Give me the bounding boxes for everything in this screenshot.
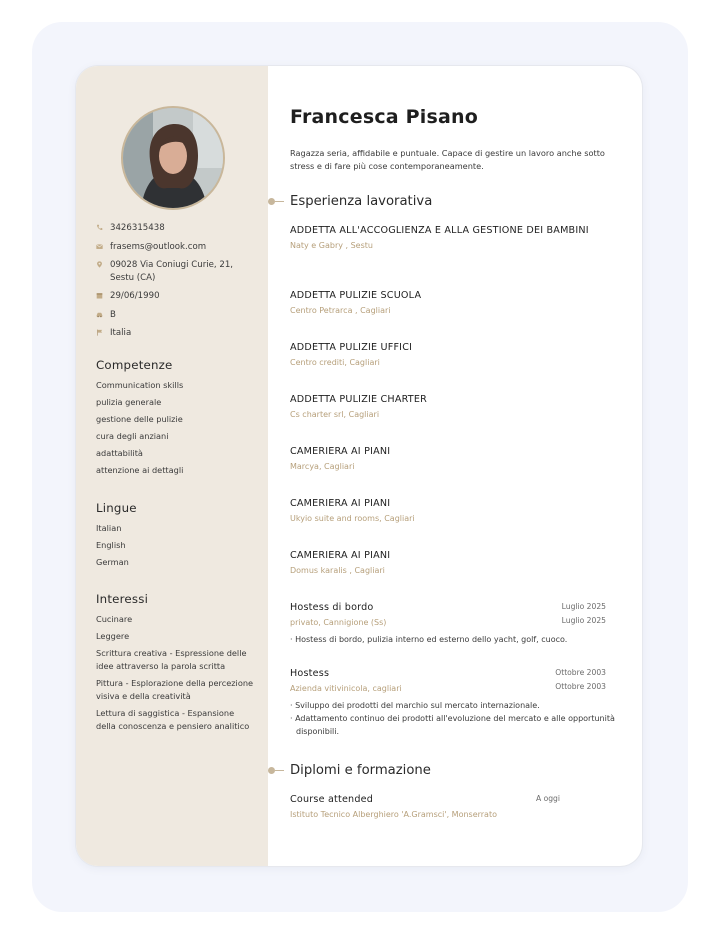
nationality: Italia [110,328,132,338]
education-title: Diplomi e formazione [290,763,431,778]
job-entry [290,549,622,577]
contact-address [96,259,256,284]
phone-icon [96,222,110,231]
skills-title: Competenze [96,358,173,372]
job-entry-detailed [290,667,622,738]
job-place: Azienda vitivinicola, cagliari [290,684,402,693]
avatar [121,106,225,210]
job-date-start: Luglio 2025 [561,602,606,611]
experience-title: Esperienza lavorativa [290,194,433,209]
job-place: Centro Petrarca , Cagliari [290,306,391,315]
job-entry [290,341,622,369]
education-header [268,763,431,778]
job-place: Ukyio suite and rooms, Cagliari [290,514,415,523]
languages-section [96,501,256,573]
job-entry [290,289,622,317]
skill-item: attenzione ai dettagli [96,465,184,475]
job-entry [290,393,622,421]
contact-email [96,241,256,254]
interest-item: Lettura di saggistica - Espansione della conoscenza e pensiero analitico [96,708,250,731]
section-marker-icon [268,767,275,774]
education-course: Course attended [290,794,374,805]
email-icon [96,241,110,250]
education-date: A oggi [535,794,560,803]
language-item: English [96,540,126,550]
job-place: Domus karalis , Cagliari [290,566,385,575]
contact-birthdate [96,290,256,303]
skill-item: pulizia generale [96,397,162,407]
education-entry [290,793,622,821]
job-bullets [290,633,622,646]
job-entry [290,224,622,252]
job-date-end: Luglio 2025 [561,616,606,625]
email-address: frasems@outlook.com [110,241,207,252]
birth-date: 29/06/1990 [110,291,160,301]
interest-item: Scrittura creativa - Espressione delle idee attraverso la parola scritta [96,648,247,671]
job-title: Hostess di bordo [290,602,374,613]
skill-item: gestione delle pulizie [96,414,183,424]
interest-item: Cucinare [96,614,133,624]
job-title: ADDETTA ALL'ACCOGLIENZA E ALLA GESTIONE DEI BAMBINI [290,225,589,236]
language-item: German [96,557,129,567]
postal-address: 09028 Via Coniugi Curie, 21, Sestu (CA) [110,260,234,283]
resume-card [76,66,642,866]
section-marker-icon [268,198,275,205]
job-title: CAMERIERA AI PIANI [290,446,391,457]
job-entry-detailed [290,601,622,646]
contact-list [96,222,256,346]
profile-summary: Ragazza seria, affidabile e puntuale. Capace di gestire un lavoro anche sotto stress e di fare più cose contemporaneamente. [290,148,605,171]
job-bullets [290,699,622,738]
interests-title: Interessi [96,592,149,606]
interest-item: Pittura - Esplorazione della percezione visiva e della creatività [96,678,254,701]
skill-item: cura degli anziani [96,431,169,441]
interests-section [96,592,256,737]
language-item: Italian [96,523,122,533]
experience-header [268,194,432,209]
education-school: Istituto Tecnico Alberghiero 'A.Gramsci', Monserrato [290,810,497,819]
phone-number: 3426315438 [110,223,165,233]
sidebar [76,66,268,866]
flag-icon [96,327,110,336]
job-title: ADDETTA PULIZIE SCUOLA [290,290,422,301]
contact-nationality [96,327,256,340]
job-place: privato, Cannigione (Ss) [290,618,387,627]
calendar-icon [96,290,110,299]
job-title: ADDETTA PULIZIE CHARTER [290,394,427,405]
job-date-start: Ottobre 2003 [555,668,606,677]
car-icon [96,309,110,318]
skill-item: Communication skills [96,380,184,390]
skills-section [96,358,256,481]
job-title: CAMERIERA AI PIANI [290,550,391,561]
driving-license: B [110,309,116,320]
job-title: ADDETTA PULIZIE UFFICI [290,342,413,353]
interest-item: Leggere [96,631,130,641]
job-place: Cs charter srl, Cagliari [290,410,380,419]
job-date-end: Ottobre 2003 [555,682,606,691]
skill-item: adattabilità [96,448,143,458]
contact-phone [96,222,256,235]
job-entry [290,497,622,525]
languages-title: Lingue [96,501,137,515]
profile-photo [123,108,223,208]
location-icon [96,259,110,268]
bullet-item: · Hostess di bordo, pulizia interno ed esterno dello yacht, golf, cuoco. [290,635,568,644]
bullet-item: · Sviluppo dei prodotti del marchio sul mercato internazionale. [290,701,540,710]
candidate-name: Francesca Pisano [290,106,478,128]
job-place: Naty e Gabry , Sestu [290,241,373,250]
job-place: Centro crediti, Cagliari [290,358,380,367]
bullet-item: · Adattamento continuo dei prodotti all'evoluzione del mercato e alle opportunità disponibili. [290,714,615,736]
job-title: CAMERIERA AI PIANI [290,498,391,509]
job-title: Hostess [290,668,330,679]
job-entry [290,445,622,473]
contact-license [96,309,256,322]
job-place: Marcya, Cagliari [290,462,355,471]
